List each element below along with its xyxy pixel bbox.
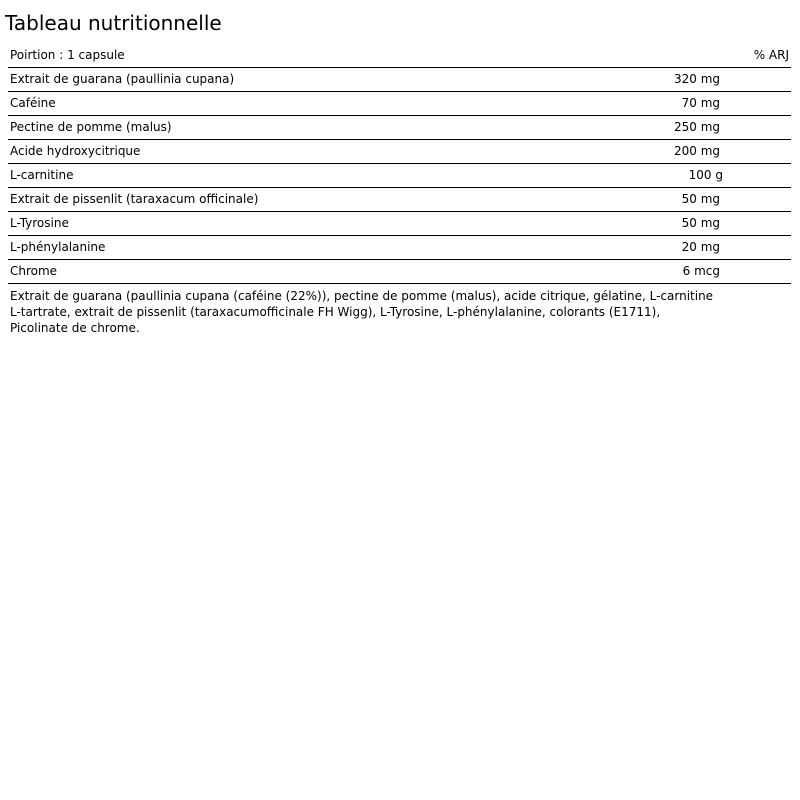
nutrient-amount: 200 mg: [673, 144, 720, 158]
table-row: [8, 260, 791, 284]
table-row: [8, 164, 791, 188]
table-row: [8, 236, 791, 260]
ingredients-line: Picolinate de chrome.: [10, 321, 140, 335]
ingredients-list: [10, 288, 780, 336]
ingredients-line: Extrait de guarana (paullinia cupana (caféine (22%)), pectine de pomme (malus), acide citrique, gélatine, L-carnitine: [10, 289, 714, 303]
nutrient-name: Caféine: [10, 96, 56, 110]
nutrient-amount: 20 mg: [681, 240, 720, 254]
nutrition-table: [8, 44, 791, 284]
nutrient-amount: 100 g: [688, 168, 723, 182]
portion-label: Poirtion : 1 capsule: [10, 48, 125, 62]
table-row: [8, 116, 791, 140]
nutrient-name: Acide hydroxycitrique: [10, 144, 141, 158]
table-row: [8, 212, 791, 236]
table-row: [8, 68, 791, 92]
ingredients-line: L-tartrate, extrait de pissenlit (taraxacumofficinale FH Wigg), L-Tyrosine, L-phénylalanine, colorants (E1711),: [10, 305, 661, 319]
table-row: [8, 188, 791, 212]
nutrient-name: Chrome: [10, 264, 58, 278]
nutrient-amount: 50 mg: [681, 192, 720, 206]
table-row: [8, 140, 791, 164]
nutrient-name: Extrait de guarana (paullinia cupana): [10, 72, 235, 86]
nutrient-name: L-Tyrosine: [10, 216, 69, 230]
nutrient-name: L-phénylalanine: [10, 240, 106, 254]
page-title: Tableau nutritionnelle: [5, 11, 222, 35]
table-row: [8, 92, 791, 116]
nutrient-name: Extrait de pissenlit (taraxacum officinale): [10, 192, 259, 206]
nutrient-name: Pectine de pomme (malus): [10, 120, 172, 134]
nutrient-amount: 320 mg: [673, 72, 720, 86]
nutrient-amount: 6 mcg: [682, 264, 720, 278]
nutrient-name: L-carnitine: [10, 168, 74, 182]
nutrient-amount: 50 mg: [681, 216, 720, 230]
nutrient-amount: 250 mg: [673, 120, 720, 134]
percent-daily-label: % ARJ: [753, 48, 789, 62]
table-header-row: [8, 44, 791, 68]
nutrient-amount: 70 mg: [681, 96, 720, 110]
